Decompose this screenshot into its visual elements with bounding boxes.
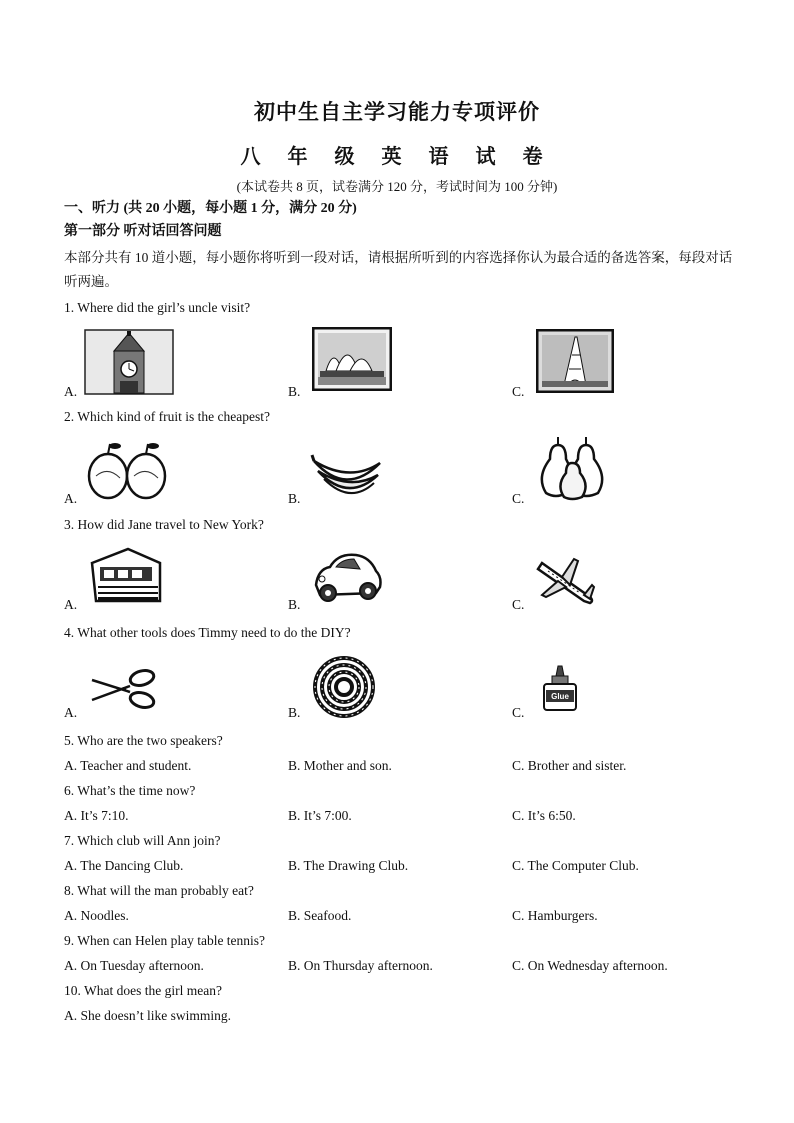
option-c[interactable]: C. On Wednesday afternoon. — [512, 958, 668, 973]
airplane-icon[interactable] — [534, 551, 598, 607]
option-letter: A. — [64, 384, 78, 399]
option-c[interactable]: C. Brother and sister. — [512, 758, 627, 773]
car-icon[interactable] — [310, 547, 384, 605]
exam-subtitle: 八 年 级 英 语 试 卷 — [240, 146, 554, 168]
option-a[interactable]: A. Teacher and student. — [64, 758, 192, 773]
pears-icon[interactable] — [536, 433, 608, 501]
question-stem: 8. What will the man probably eat? — [64, 883, 254, 898]
question-stem: 4. What other tools does Timmy need to do the DIY? — [64, 625, 351, 640]
section-heading: 一、听力 (共 20 小题，每小题 1 分，满分 20 分) — [64, 201, 357, 216]
question-stem: 6. What’s the time now? — [64, 783, 196, 798]
exam-note: (本试卷共 8 页，试卷满分 120 分，考试时间为 100 分钟) — [236, 179, 558, 194]
option-letter: B. — [288, 597, 301, 612]
option-letter: C. — [512, 705, 525, 720]
option-letter: B. — [288, 705, 301, 720]
part-title: 第一部分 听对话回答问题 — [64, 224, 222, 239]
question-stem: 9. When can Helen play table tennis? — [64, 933, 266, 948]
option-b[interactable]: B. Mother and son. — [288, 758, 392, 773]
question-stem: 1. Where did the girl’s uncle visit? — [64, 300, 251, 315]
sydney-opera-house-icon[interactable] — [312, 327, 392, 391]
option-b[interactable]: B. It’s 7:00. — [288, 808, 352, 823]
option-letter: B. — [288, 384, 301, 399]
option-a[interactable]: A. Noodles. — [64, 908, 129, 923]
option-letter: A. — [64, 705, 78, 720]
question-stem: 2. Which kind of fruit is the cheapest? — [64, 409, 270, 424]
option-b[interactable]: B. On Thursday afternoon. — [288, 958, 433, 973]
apples-icon[interactable] — [86, 436, 170, 502]
question-stem: 7. Which club will Ann join? — [64, 833, 221, 848]
option-a[interactable]: A. On Tuesday afternoon. — [64, 958, 204, 973]
option-letter: A. — [64, 491, 78, 506]
option-a[interactable]: A. It’s 7:10. — [64, 808, 129, 823]
option-a[interactable]: A. She doesn’t like swimming. — [64, 1008, 231, 1023]
option-c[interactable]: C. The Computer Club. — [512, 858, 639, 873]
exam-title: 初中生自主学习能力专项评价 — [254, 100, 540, 124]
option-letter: C. — [512, 491, 525, 506]
instructions: 本部分共有 10 道小题，每小题你将听到一段对话，请根据所听到的内容选择你认为最合适的备选答案，每段对话听两遍。 — [64, 250, 733, 289]
question-stem: 5. Who are the two speakers? — [64, 733, 223, 748]
option-b[interactable]: B. Seafood. — [288, 908, 352, 923]
option-a[interactable]: A. The Dancing Club. — [64, 858, 184, 873]
option-letter: A. — [64, 597, 78, 612]
option-b[interactable]: B. The Drawing Club. — [288, 858, 409, 873]
rope-icon[interactable] — [312, 655, 376, 719]
train-icon[interactable] — [88, 545, 162, 607]
option-letter: B. — [288, 491, 301, 506]
bananas-icon[interactable] — [310, 447, 384, 503]
eiffel-tower-icon[interactable] — [536, 329, 614, 393]
glue-label: Glue — [551, 692, 569, 701]
option-c[interactable]: C. It’s 6:50. — [512, 808, 576, 823]
option-c[interactable]: C. Hamburgers. — [512, 908, 598, 923]
option-letter: C. — [512, 597, 525, 612]
question-stem: 3. How did Jane travel to New York? — [64, 517, 264, 532]
scissors-icon[interactable] — [90, 668, 158, 710]
option-letter: C. — [512, 384, 525, 399]
big-ben-icon[interactable] — [84, 329, 174, 395]
glue-icon[interactable] — [540, 664, 580, 712]
question-stem: 10. What does the girl mean? — [64, 983, 222, 998]
